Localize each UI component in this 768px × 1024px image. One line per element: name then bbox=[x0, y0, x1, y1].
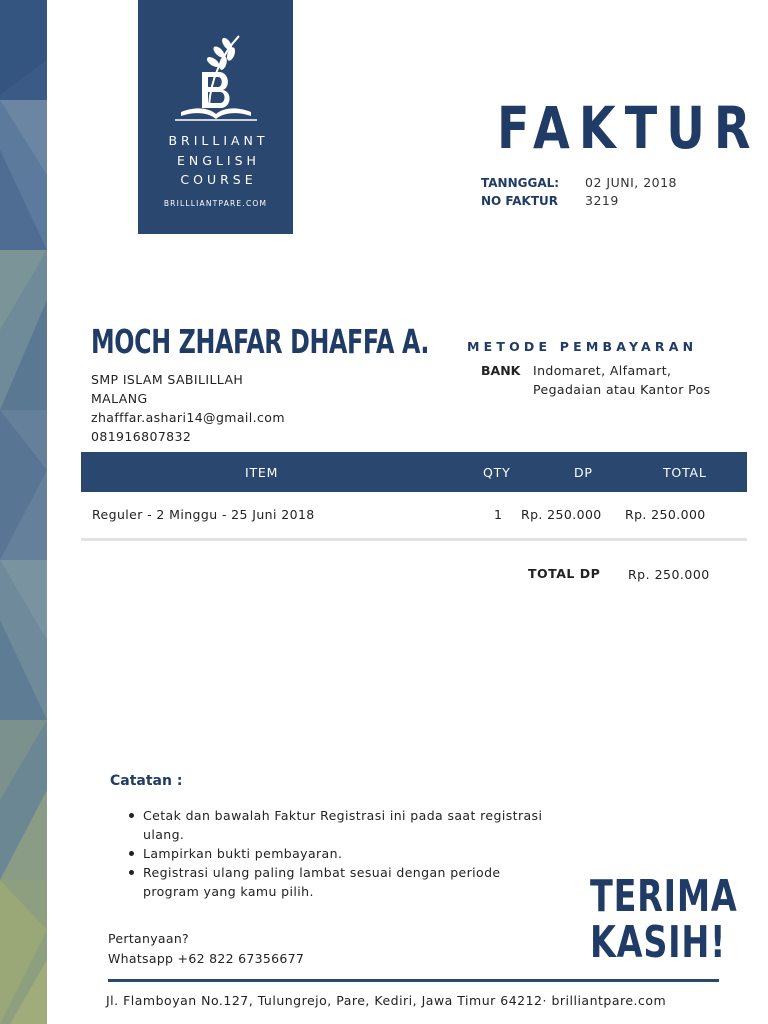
customer-phone: 081916807832 bbox=[91, 429, 192, 444]
invoice-meta bbox=[481, 174, 677, 210]
payment-bank-label: BANK bbox=[481, 363, 521, 378]
brand-line-2: ENGLISH bbox=[177, 152, 260, 168]
notes-list bbox=[128, 806, 558, 901]
invoice-date-value: 02 JUNI, 2018 bbox=[585, 175, 678, 190]
total-dp-value: Rp. 250.000 bbox=[628, 567, 710, 582]
total-dp-label: TOTAL DP bbox=[528, 566, 601, 581]
payment-method-heading: METODE PEMBAYARAN bbox=[467, 339, 698, 354]
brand-name bbox=[138, 131, 293, 190]
brand-logo-block bbox=[138, 0, 293, 234]
contact-whatsapp: Whatsapp +62 822 67356677 bbox=[108, 951, 305, 966]
polygon-pattern bbox=[0, 0, 47, 1024]
footer-address: Jl. Flamboyan No.127, Tulungrejo, Pare, Kediri, Jawa Timur 64212· brilliantpare.com bbox=[106, 993, 667, 1008]
payment-bank-value: Indomaret, Alfamart, Pegadaian atau Kantor Pos bbox=[533, 363, 711, 397]
contact-info bbox=[108, 929, 304, 969]
contact-question: Pertanyaan? bbox=[108, 931, 189, 946]
cell-dp: Rp. 250.000 bbox=[521, 507, 602, 522]
decorative-side-strip bbox=[0, 0, 47, 1024]
column-header-item: ITEM bbox=[245, 465, 279, 480]
customer-name: MOCH ZHAFAR DHAFFA A. bbox=[91, 322, 430, 361]
note-item: Cetak dan bawalah Faktur Registrasi ini pada saat registrasi ulang. bbox=[128, 806, 558, 844]
note-item: Registrasi ulang paling lambat sesuai dengan periode program yang kamu pilih. bbox=[128, 863, 558, 901]
column-header-qty: QTY bbox=[483, 465, 511, 480]
invoice-title: FAKTUR bbox=[497, 94, 760, 162]
column-header-dp: DP bbox=[574, 465, 593, 480]
thank-you-text bbox=[590, 871, 738, 968]
cell-qty: 1 bbox=[494, 507, 503, 522]
thank-you-line-1: TERIMA bbox=[590, 871, 738, 922]
brand-line-3: COURSE bbox=[180, 172, 257, 187]
notes-heading: Catatan : bbox=[110, 773, 183, 789]
customer-school: SMP ISLAM SABILILLAH bbox=[91, 372, 244, 387]
wheat-book-b-icon bbox=[171, 30, 261, 125]
cell-total: Rp. 250.000 bbox=[625, 507, 706, 522]
column-header-total: TOTAL bbox=[663, 465, 707, 480]
customer-info bbox=[91, 370, 285, 446]
cell-item: Reguler - 2 Minggu - 25 Juni 2018 bbox=[92, 507, 315, 522]
row-divider bbox=[81, 538, 747, 541]
customer-city: MALANG bbox=[91, 391, 148, 406]
invoice-date-label: TANNGGAL: bbox=[481, 176, 560, 190]
table-row bbox=[81, 492, 747, 538]
note-item: Lampirkan bukti pembayaran. bbox=[128, 844, 558, 863]
invoice-date-row bbox=[481, 174, 677, 192]
invoice-number-label: NO FAKTUR bbox=[481, 194, 558, 208]
brand-line-1: BRILLIANT bbox=[168, 133, 269, 148]
brand-website: BRILLLIANTPARE.COM bbox=[163, 199, 268, 208]
customer-email: zhafffar.ashari14@gmail.com bbox=[91, 410, 285, 425]
invoice-number-row bbox=[481, 192, 677, 210]
invoice-number-value: 3219 bbox=[585, 193, 619, 208]
footer-divider bbox=[108, 979, 719, 982]
items-table-header bbox=[81, 452, 747, 492]
payment-bank-row bbox=[481, 361, 718, 399]
thank-you-line-2: KASIH! bbox=[590, 917, 727, 968]
